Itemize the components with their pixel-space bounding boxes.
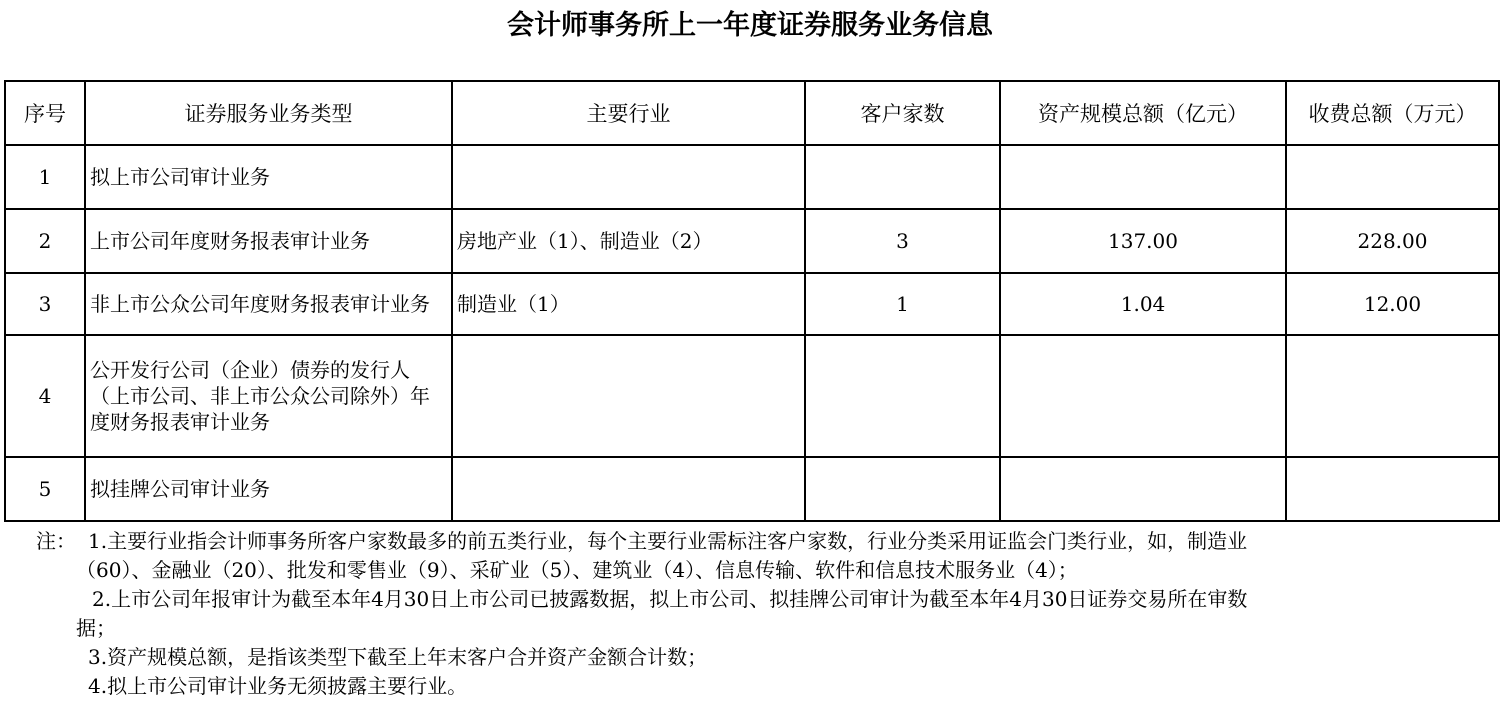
note-2-line-2: 据； bbox=[76, 616, 116, 640]
cell-no: 3 bbox=[5, 273, 85, 335]
table-header-row bbox=[5, 81, 1499, 145]
cell-fees bbox=[1286, 145, 1499, 209]
note-2 bbox=[76, 585, 1487, 643]
cell-assets: 1.04 bbox=[1000, 273, 1286, 335]
note-4: 4.拟上市公司审计业务无须披露主要行业。 bbox=[88, 674, 468, 698]
note-1-line-1: 1.主要行业指会计师事务所客户家数最多的前五类行业，每个主要行业需标注客户家数，行业分类采用证监会门类行业，如，制造业 bbox=[88, 529, 1248, 553]
cell-clients: 1 bbox=[805, 273, 1000, 335]
cell-industry bbox=[452, 457, 805, 521]
cell-industry: 房地产业（1）、制造业（2） bbox=[452, 209, 805, 273]
cell-clients bbox=[805, 457, 1000, 521]
note-1 bbox=[76, 527, 1483, 585]
note-3: 3.资产规模总额，是指该类型下截至上年末客户合并资产金额合计数； bbox=[88, 645, 708, 669]
cell-assets bbox=[1000, 457, 1286, 521]
cell-clients bbox=[805, 335, 1000, 457]
note-2-line-1: 2.上市公司年报审计为截至本年4月30日上市公司已披露数据，拟上市公司、拟挂牌公司审计为截至本年4月30日证券交易所在审数 bbox=[92, 587, 1248, 611]
cell-fees: 12.00 bbox=[1286, 273, 1499, 335]
header-no: 序号 bbox=[5, 81, 85, 145]
header-assets: 资产规模总额（亿元） bbox=[1000, 81, 1286, 145]
cell-fees bbox=[1286, 457, 1499, 521]
cell-type: 拟挂牌公司审计业务 bbox=[85, 457, 452, 521]
table-row bbox=[5, 273, 1499, 335]
notes-label: 注： bbox=[36, 529, 76, 553]
cell-assets bbox=[1000, 145, 1286, 209]
cell-type: 上市公司年度财务报表审计业务 bbox=[85, 209, 452, 273]
cell-fees: 228.00 bbox=[1286, 209, 1499, 273]
table-row bbox=[5, 145, 1499, 209]
table-row bbox=[5, 335, 1499, 457]
cell-type: 拟上市公司审计业务 bbox=[85, 145, 452, 209]
note-1-line-2: （60）、金融业（20）、批发和零售业（9）、采矿业（5）、建筑业（4）、信息传输、软件和信息技术服务业（4）； bbox=[76, 558, 1078, 582]
cell-no: 5 bbox=[5, 457, 85, 521]
securities-services-table bbox=[4, 80, 1500, 522]
cell-clients bbox=[805, 145, 1000, 209]
table-row bbox=[5, 209, 1499, 273]
cell-no: 1 bbox=[5, 145, 85, 209]
cell-fees bbox=[1286, 335, 1499, 457]
cell-assets bbox=[1000, 335, 1286, 457]
cell-type: 公开发行公司（企业）债券的发行人（上市公司、非上市公众公司除外）年度财务报表审计业务 bbox=[85, 335, 452, 457]
cell-type: 非上市公众公司年度财务报表审计业务 bbox=[85, 273, 452, 335]
header-clients: 客户家数 bbox=[805, 81, 1000, 145]
cell-no: 2 bbox=[5, 209, 85, 273]
table-row bbox=[5, 457, 1499, 521]
cell-industry bbox=[452, 335, 805, 457]
header-industry: 主要行业 bbox=[452, 81, 805, 145]
cell-clients: 3 bbox=[805, 209, 1000, 273]
cell-no: 4 bbox=[5, 335, 85, 457]
cell-industry: 制造业（1） bbox=[452, 273, 805, 335]
cell-assets: 137.00 bbox=[1000, 209, 1286, 273]
header-fees: 收费总额（万元） bbox=[1286, 81, 1499, 145]
cell-industry bbox=[452, 145, 805, 209]
header-type: 证券服务业务类型 bbox=[85, 81, 452, 145]
page-title: 会计师事务所上一年度证券服务业务信息 bbox=[507, 10, 993, 41]
